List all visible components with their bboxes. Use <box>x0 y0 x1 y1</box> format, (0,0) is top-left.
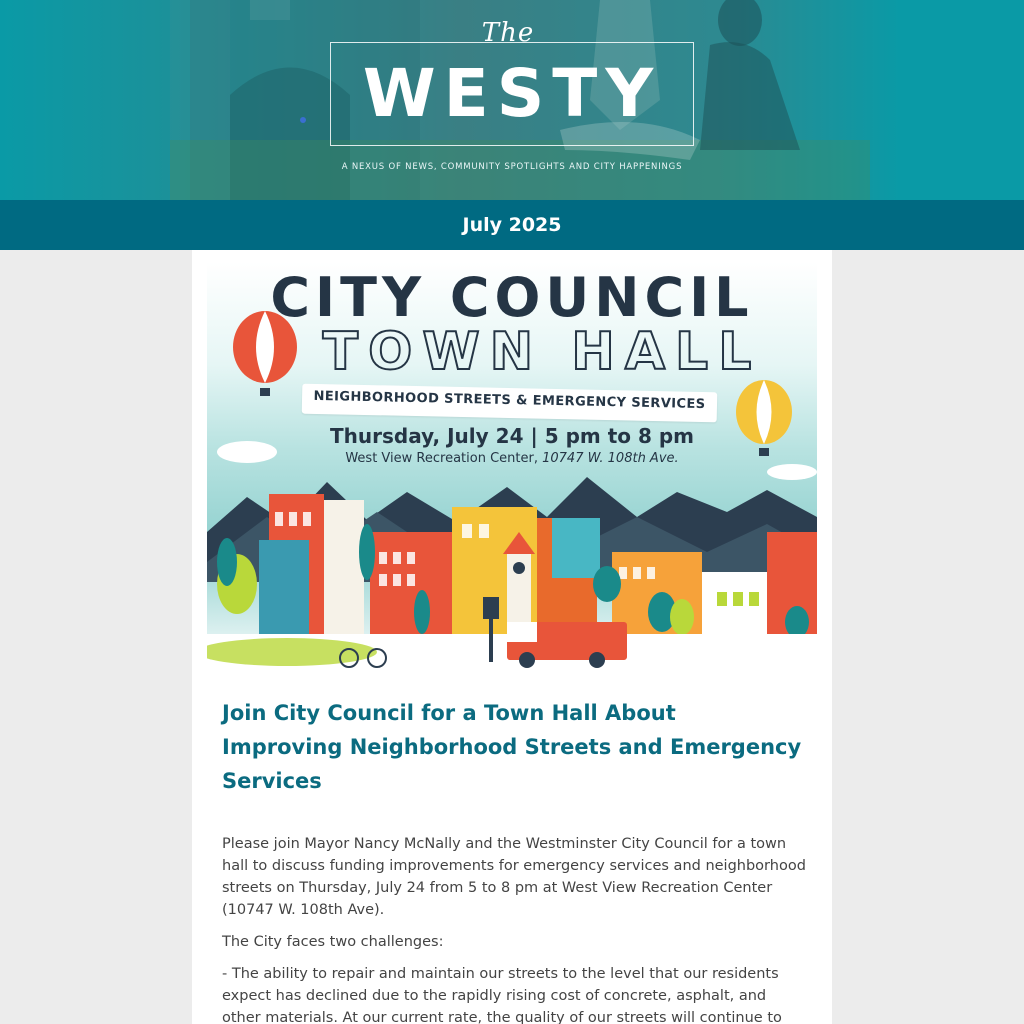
brand-prefix: The <box>481 18 535 48</box>
flyer-location-name: West View Recreation Center, <box>345 451 538 466</box>
flyer-location <box>267 451 757 466</box>
brand-tagline: A NEXUS OF NEWS, COMMUNITY SPOTLIGHTS AND CITY HAPPENINGS <box>341 162 683 172</box>
flyer-date-time: Thursday, July 24 | 5 pm to 8 pm <box>329 424 695 448</box>
brand-name: WESTY <box>362 55 662 132</box>
issue-month-bar: July 2025 <box>0 200 1024 250</box>
flyer-ribbon-text: NEIGHBORHOOD STREETS & EMERGENCY SERVICES <box>313 388 706 413</box>
content-card <box>192 250 832 1024</box>
flyer-title-line2: TOWN HALL <box>322 322 762 382</box>
article-paragraph-streets: - The ability to repair and maintain our streets to the level that our residents expect has declined due to the rapidly rising cost of concrete, asphalt, and other materials. At our current rate, the quality of our streets will continue to <box>222 966 782 1024</box>
flyer-title-line1: CITY COUNCIL <box>270 266 754 329</box>
masthead-banner <box>0 0 1024 200</box>
town-hall-flyer[interactable] <box>207 262 817 672</box>
article-headline[interactable]: Join City Council for a Town Hall About Improving Neighborhood Streets and Emergency Services <box>222 701 802 793</box>
article-paragraph-challenges: The City faces two challenges: <box>222 934 444 950</box>
flyer-location-address: 10747 W. 108th Ave. <box>542 451 679 466</box>
article-paragraph-intro: Please join Mayor Nancy McNally and the Westminster City Council for a town hall to discuss funding improvements for emergency services and neighborhood streets on Thursday, July 24 from 5 to 8 pm at West View Recreation Center (10747 W. 108th Ave). <box>222 836 806 918</box>
